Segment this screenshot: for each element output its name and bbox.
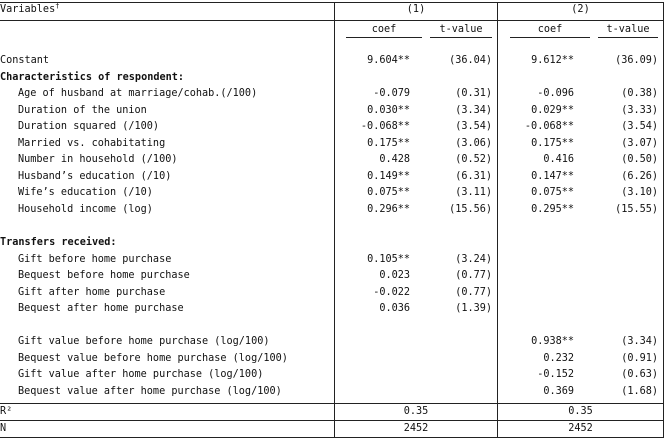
tvalue-underline-2 bbox=[598, 37, 658, 38]
coef-value-1: -0.068** bbox=[360, 121, 410, 132]
row-label: Age of husband at marriage/cohab.(/100) bbox=[18, 88, 258, 99]
coef-value-2: 0.938** bbox=[531, 336, 574, 347]
r2-value-2: 0.35 bbox=[568, 406, 593, 417]
coef-value-2: 0.369 bbox=[543, 386, 574, 397]
row-label: Number in household (/100) bbox=[18, 154, 178, 165]
tvalue-value-2: (0.50) bbox=[621, 154, 658, 165]
tvalue-value-2: (1.68) bbox=[621, 386, 658, 397]
tvalue-value-1: (3.11) bbox=[455, 187, 492, 198]
r2-value-1: 0.35 bbox=[403, 406, 429, 417]
row-label: Bequest value after home purchase (log/100) bbox=[18, 386, 282, 397]
tvalue-header-2: t-value bbox=[606, 24, 650, 35]
coef-value-2: 0.232 bbox=[543, 353, 574, 364]
variables-header bbox=[0, 4, 59, 16]
coef-value-1: 9.604** bbox=[367, 55, 410, 66]
row-label: Gift value after home purchase (log/100) bbox=[18, 369, 264, 380]
variables-header-footnote-mark: † bbox=[55, 2, 60, 10]
tvalue-header-1: t-value bbox=[439, 24, 483, 35]
coef-value-1: 0.075** bbox=[367, 187, 410, 198]
coef-value-1: 0.175** bbox=[367, 138, 410, 149]
tvalue-value-2: (15.55) bbox=[615, 204, 658, 215]
row-label: Bequest value before home purchase (log/100) bbox=[18, 353, 288, 364]
row-label: Husband’s education (/10) bbox=[18, 171, 172, 182]
coef-header-2: coef bbox=[537, 24, 563, 35]
tvalue-value-1: (0.52) bbox=[455, 154, 492, 165]
tvalue-value-2: (0.38) bbox=[621, 88, 658, 99]
tvalue-value-1: (0.31) bbox=[455, 88, 492, 99]
model-2-header: (2) bbox=[571, 4, 590, 15]
coef-value-1: 0.030** bbox=[367, 105, 410, 116]
tvalue-underline-1 bbox=[430, 37, 492, 38]
coef-value-2: 0.295** bbox=[531, 204, 574, 215]
tvalue-value-2: (0.63) bbox=[621, 369, 658, 380]
section-heading: Characteristics of respondent: bbox=[0, 72, 185, 83]
variables-header-label: Variables bbox=[0, 4, 56, 15]
row-label: Wife’s education (/10) bbox=[18, 187, 153, 198]
row-label: Duration squared (/100) bbox=[18, 121, 160, 132]
header-rule bbox=[0, 20, 664, 21]
model-1-header: (1) bbox=[406, 4, 426, 15]
coef-value-2: -0.096 bbox=[537, 88, 574, 99]
n-value-1: 2452 bbox=[403, 423, 429, 434]
coef-value-2: 0.029** bbox=[531, 105, 574, 116]
tvalue-value-1: (0.77) bbox=[455, 270, 492, 281]
column-divider-1 bbox=[334, 2, 335, 437]
coef-value-2: -0.068** bbox=[524, 121, 574, 132]
row-label: Gift before home purchase bbox=[18, 254, 172, 265]
tvalue-value-1: (0.77) bbox=[455, 287, 492, 298]
coef-value-2: 0.147** bbox=[531, 171, 574, 182]
tvalue-value-1: (3.54) bbox=[455, 121, 492, 132]
r2-rule bbox=[0, 403, 664, 404]
tvalue-value-1: (15.56) bbox=[449, 204, 492, 215]
bottom-rule bbox=[0, 437, 664, 438]
coef-value-1: 0.428 bbox=[379, 154, 410, 165]
coef-value-2: -0.152 bbox=[537, 369, 574, 380]
coef-value-2: 0.416 bbox=[543, 154, 574, 165]
tvalue-value-2: (3.33) bbox=[621, 105, 658, 116]
row-label: Constant bbox=[0, 55, 50, 66]
tvalue-value-2: (3.34) bbox=[621, 336, 658, 347]
r2-label: R² bbox=[0, 406, 13, 417]
top-rule bbox=[0, 2, 664, 3]
n-label: N bbox=[0, 423, 7, 434]
n-value-2: 2452 bbox=[568, 423, 593, 434]
tvalue-value-2: (6.26) bbox=[621, 171, 658, 182]
row-label: Gift value before home purchase (log/100) bbox=[18, 336, 270, 347]
coef-value-2: 0.175** bbox=[531, 138, 574, 149]
tvalue-value-2: (36.09) bbox=[615, 55, 658, 66]
tvalue-value-2: (0.91) bbox=[621, 353, 658, 364]
coef-underline-1 bbox=[346, 37, 422, 38]
row-label: Gift after home purchase bbox=[18, 287, 166, 298]
coef-value-1: 0.023 bbox=[379, 270, 410, 281]
row-label: Bequest after home purchase bbox=[18, 303, 184, 314]
row-label: Household income (log) bbox=[18, 204, 153, 215]
coef-value-1: -0.022 bbox=[373, 287, 410, 298]
coef-underline-2 bbox=[510, 37, 590, 38]
coef-value-1: 0.149** bbox=[367, 171, 410, 182]
tvalue-value-2: (3.10) bbox=[621, 187, 658, 198]
coef-value-2: 9.612** bbox=[531, 55, 574, 66]
tvalue-value-1: (36.04) bbox=[449, 55, 492, 66]
tvalue-value-2: (3.07) bbox=[621, 138, 658, 149]
coef-value-1: 0.036 bbox=[379, 303, 410, 314]
n-rule bbox=[0, 420, 664, 421]
row-label: Bequest before home purchase bbox=[18, 270, 190, 281]
tvalue-value-1: (6.31) bbox=[455, 171, 492, 182]
tvalue-value-1: (3.06) bbox=[455, 138, 492, 149]
tvalue-value-1: (3.34) bbox=[455, 105, 492, 116]
coef-value-1: -0.079 bbox=[373, 88, 410, 99]
row-label: Married vs. cohabitating bbox=[18, 138, 166, 149]
coef-value-2: 0.075** bbox=[531, 187, 574, 198]
coef-header-1: coef bbox=[371, 24, 397, 35]
section-heading: Transfers received: bbox=[0, 237, 117, 248]
coef-value-1: 0.296** bbox=[367, 204, 410, 215]
row-label: Duration of the union bbox=[18, 105, 147, 116]
tvalue-value-1: (3.24) bbox=[455, 254, 492, 265]
tvalue-value-1: (1.39) bbox=[455, 303, 492, 314]
tvalue-value-2: (3.54) bbox=[621, 121, 658, 132]
coef-value-1: 0.105** bbox=[367, 254, 410, 265]
